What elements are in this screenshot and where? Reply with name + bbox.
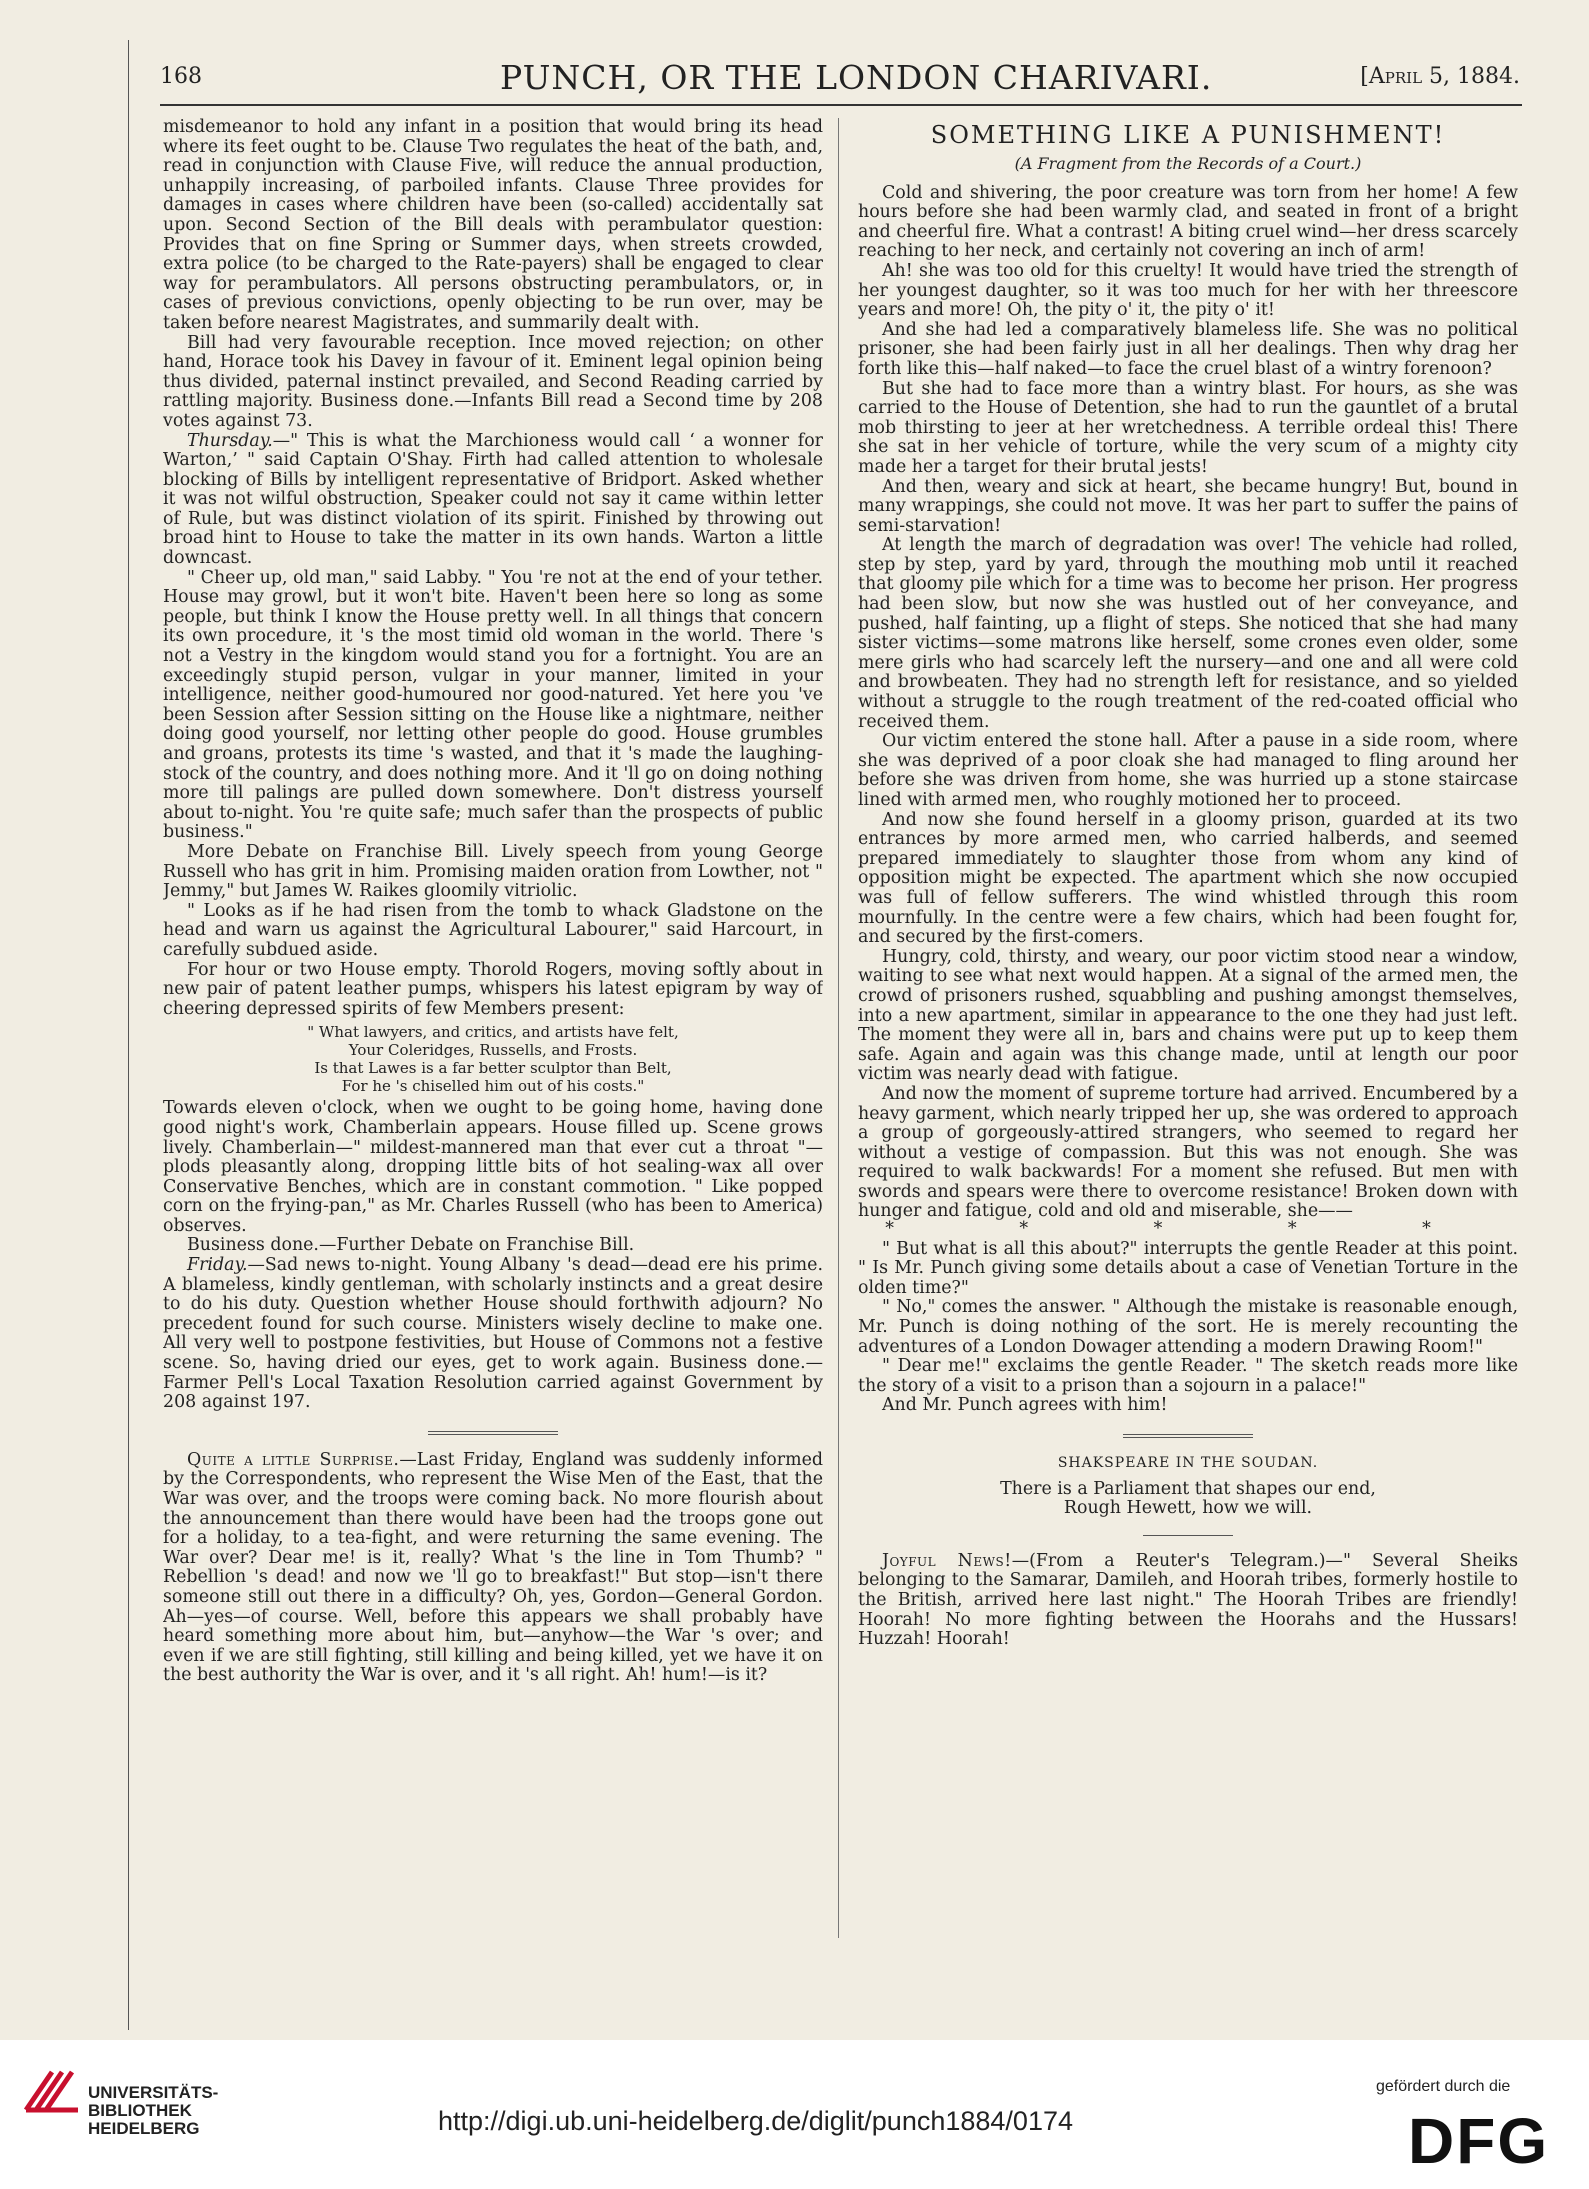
page-edge-rule (128, 40, 129, 2030)
page-header (160, 58, 1520, 102)
paragraph: Business done.—Further Debate on Franchise Bill. (187, 1235, 635, 1256)
verse-line: For he 's chiselled him out of his costs." (341, 1077, 645, 1096)
section-separator (1123, 1434, 1253, 1438)
paragraph: More Debate on Franchise Bill. Lively speech from young George Russell who has grit in him. Promising maiden oration from Lowther, not " Jemmy," but James W. Raikes gloomily vitriolic. (163, 841, 823, 902)
paragraph-text: —" This is what the Marchioness would call ‘ a wonner for Warton,’ " said Captain O'Shay. Firth had called attention to wholesale blocking of Bills by intelligent representative of Bridport. Asked whether it was not wilful obstruction, Speaker could not say it came within letter of Rule, but was distinct violation of its spirit. Finished by throwing out broad hint to House to take the matter in its own hands. Warton a little downcast. (163, 430, 823, 569)
library-logo-icon (22, 2058, 82, 2118)
paragraph: Ah! she was too old for this cruelty! It would have tried the strength of her youngest daughter, so it was too much for her with her threescore years and more! Oh, the pity o' it, the pity o' it! (858, 260, 1518, 321)
paragraph: Towards eleven o'clock, when we ought to be going home, having done good night's work, Chamberlain appears. House filled up. Scene grows lively. Chamberlain—" mildest-mannered man that ever cut a throat "—plods pleasantly along, dropping little bits of hot sealing-wax all over Conservative Benches, which are in constant commotion. " Like popped corn on the frying-pan," as Mr. Charles Russell (who has been to America) observes. (163, 1098, 823, 1236)
masthead-title: PUNCH, OR THE LONDON CHARIVARI. (500, 58, 1213, 97)
poem-title: SHAKSPEARE IN THE SOUDAN. (1057, 1455, 1319, 1471)
paragraph (858, 1552, 1518, 1650)
article-title: SOMETHING LIKE A PUNISHMENT! (930, 121, 1446, 149)
asterism: * * * * * (885, 1219, 1491, 1240)
paragraph: " But what is all this about?" interrupts the gentle Reader at this point. " Is Mr. Punch giving some details about a case of Venetian Torture in the olden time?" (858, 1238, 1518, 1298)
library-name-line: HEIDELBERG (88, 2119, 200, 2138)
paragraph: And now she found herself in a gloomy prison, guarded at its two entrances by more armed men, who carried halberds, and seemed prepared immediately to slaughter those from whom any kind of opposition might be expected. The apartment which she now occupied was full of fellow sufferers. The wind whistled through this room mournfully. In the centre were a few chairs, which had been fought for, and secured by the first-comers. (858, 809, 1518, 948)
section-separator (1143, 1535, 1233, 1536)
verse-line: " What lawyers, and critics, and artists have felt, (307, 1023, 679, 1042)
dfg-logo: DFG (1408, 2105, 1550, 2177)
paragraph-text: —Sad news to-night. Young Albany 's dead—dead ere his prime. A blameless, kindly gentleman, with scholarly instincts and a great desire to do his duty. Question whether House should forthwith adjourn? No precedent found for such course. Ministers wisely decline to make one. All very well to postpone festivities, but House of Commons not a festive scene. So, having dried our eyes, get to work again. Business done.—Farmer Pell's Local Taxation Resolution carried against Government by 208 against 197. (163, 1255, 823, 1413)
poem-line: There is a Parliament that shapes our end, (1000, 1478, 1376, 1499)
paragraph: And then, weary and sick at heart, she became hungry! But, bound in many wrappings, she could not move. It was her part to suffer the pains of semi-starvation! (858, 476, 1518, 536)
library-name (88, 2084, 218, 2138)
paragraph: But she had to face more than a wintry blast. For hours, as she was carried to the House of Detention, she had to run the gauntlet of a brutal mob thirsting to jeer at her wretchedness. A terrible ordeal this! There she sat in her vehicle of torture, while the very scum of a mighty city made her a target for their brutal jests! (858, 378, 1518, 477)
paragraph: At length the march of degradation was over! The vehicle had rolled, step by step, yard by yard, through the mouthing mob until it reached that gloomy pile which for a time was to become her prison. Her progress had been slow, but now she was hustled out of her conveyance, and pushed, half fainting, up a flight of steps. She noticed that she had many sister victims—some matrons like herself, some crones even older, some mere girls who had scarcely left the nursery—and one and all were cold and browbeaten. They had no strength left for resistance, and so yielded without a struggle to the rough treatment of the red-coated official who received them. (858, 535, 1518, 732)
day-heading: Friday. (187, 1255, 248, 1276)
page-number: 168 (160, 64, 202, 89)
permalink[interactable]: http://digi.ub.uni-heidelberg.de/diglit/punch1884/0174 (438, 2106, 1073, 2136)
paragraph (163, 1256, 823, 1413)
header-rule (160, 104, 1522, 106)
article-subtitle: (A Fragment from the Records of a Court.) (1014, 154, 1362, 173)
paragraph: Hungry, cold, thirsty, and weary, our poor victim stood near a window, waiting to see what next would happen. At a signal of the armed men, the crowd of prisoners rushed, squabbling and pushing amongst themselves, into a new apartment, similar in appearance to the one they had just left. The moment they were all in, bars and chains were put up to keep them safe. Again and again was this change made, until at length our poor victim was nearly dead with fatigue. (858, 946, 1518, 1085)
verse-line: Your Coleridges, Russells, and Frosts. (348, 1041, 638, 1060)
paragraph: " Looks as if he had risen from the tomb to whack Gladstone on the head and warn us against the Agricultural Labourer," said Harcourt, in carefully subdued aside. (163, 900, 823, 960)
funding-label: gefördert durch die (1376, 2078, 1511, 2095)
paragraph: And Mr. Punch agrees with him! (882, 1395, 1168, 1416)
day-heading: Thursday. (187, 430, 273, 451)
paragraph: " Cheer up, old man," said Labby. " You 're not at the end of your tether. House may growl, but it won't bite. Haven't been here so long as some people, but think I know the House pretty well. In all things that concern its own procedure, it 's the most timid old woman in the world. There 's not a Vestry in the kingdom would stand you for a fortnight. You are an exceedingly stupid person, vulgar in your manner, limited in your intelligence, neither good-humoured nor good-natured. Yet here you 've been Session after Session sitting on the House like a nightmare, neither doing good yourself, nor letting other people do good. House grumbles and groans, protests its time 's wasted, and that it 's made the laughing-stock of the country, and does nothing more. And it 'll go on doing nothing more till palings are pulled down somewhere. Don't distress yourself about to-night. You 're quite safe; much safer than the prospects of public business." (163, 567, 823, 843)
library-name-line: UNIVERSITÄTS- (88, 2083, 219, 2102)
digitization-footer (0, 2040, 1589, 2189)
paragraph: Our victim entered the stone hall. After a pause in a side room, where she was deprived of a poor cloak she had managed to fling around her before she was driven from home, she was hurried up a stone staircase lined with armed men, who roughly motioned her to proceed. (858, 731, 1518, 810)
paragraph (163, 1451, 823, 1686)
paragraph-text: —Last Friday, England was suddenly informed by the Correspondents, who represent the Wise Men of the East, that the War was over, and the troops were coming back. No more flourish about the announcement than there would have been had the troops gone out for a holiday, to a tea-fight, and were returning the same evening. The War over? Dear me! is it, really? What 's the line in Tom Thumb? " Rebellion 's dead! and now we 'll go to breakfast!" But stop—isn't there someone still out there in a difficulty? Oh, yes, Gordon—General Gordon. Ah—yes—of course. Well, before this appears we shall probably have heard something more about him, but—anyhow—the War 's over; and even if we are still fighting, still killing and being killed, yet we have it on the best authority the War is over, and it 's all right. Ah! hum!—is it? (163, 1449, 823, 1686)
poem (858, 1480, 1518, 1519)
verse-line: Is that Lawes is a far better sculptor than Belt, (314, 1059, 672, 1078)
paragraph (163, 432, 823, 569)
paragraph: Bill had very favourable reception. Ince moved rejection; on other hand, Horace took his Davey in favour of it. Eminent legal opinion being thus divided, paternal instinct prevailed, and Second Reading carried by rattling majority. Business done.—Infants Bill read a Second time by 208 votes against 73. (163, 332, 823, 431)
library-name-line: BIBLIOTHEK (88, 2101, 192, 2120)
article-heading: Joyful News! (882, 1550, 1012, 1571)
column-divider (838, 118, 839, 1938)
epigram-verse (163, 1023, 823, 1095)
paragraph: Cold and shivering, the poor creature was torn from her home! A few hours before she had been warmly clad, and seated in front of a bright and cheerful fire. What a contrast! A biting cruel wind—her dress scarcely reaching to her neck, and certainly not covering an inch of arm! (858, 182, 1518, 262)
article-heading: Quite a little Surprise. (187, 1449, 400, 1470)
section-separator (428, 1431, 558, 1435)
right-column (858, 118, 1518, 2018)
left-column (163, 118, 823, 2018)
paragraph: And now the moment of supreme torture had arrived. Encumbered by a heavy garment, which nearly tripped her up, she was ordered to approach a group of gorgeously-attired strangers, who seemed to regard her without a vestige of compassion. But this was not enough. She was required to walk backwards! For a moment she refused. But men with swords and spears were there to overcome resistance! Broken down with hunger and fatigue, cold and old and miserable, she—— (858, 1083, 1518, 1222)
paragraph: " Dear me!" exclaims the gentle Reader. " The sketch reads more like the story of a visit to a prison than a sojourn in a palace!" (858, 1356, 1518, 1396)
paragraph: " No," comes the answer. " Although the mistake is reasonable enough, Mr. Punch is doing nothing of the sort. He is merely recounting the adventures of a London Dowager attending a modern Drawing Room!" (858, 1297, 1518, 1357)
paragraph: And she had led a comparatively blameless life. She was no political prisoner, she had been fairly just in all her dealings. Then why drag her forth like this—half naked—to face the cruel blast of a wintry forenoon? (858, 319, 1518, 379)
paragraph: misdemeanor to hold any infant in a position that would bring its head where its feet ought to be. Clause Two regulates the heat of the bath, and, read in conjunction with Clause Five, will reduce the annual production, unhappily increasing, of parboiled infants. Clause Three provides for damages in cases where children have been (so-called) accidentally sat upon. Second Section of the Bill deals with perambulator question: Provides that on fine Spring or Summer days, when streets crowded, extra police (to be charged to the Rate-payers) shall be engaged to clear way for perambulators. All persons obstructing perambulators, or, in cases of previous convictions, openly objecting to be run over, may be taken before nearest Magistrates, and summarily dealt with. (163, 118, 823, 333)
paragraph: For hour or two House empty. Thorold Rogers, moving softly about in new pair of patent leather pumps, whispers his latest epigram by way of cheering depressed spirits of few Members present: (163, 959, 823, 1019)
poem-line: Rough Hewett, how we will. (1063, 1498, 1313, 1519)
issue-date: [April 5, 1884. (1360, 64, 1520, 89)
paragraph-text: —(From a Reuter's Telegram.)—" Several Sheiks belonging to the Samarar, Damileh, and Hoorah tribes, formerly hostile to the British, arrived here last night." The Hoorah Tribes are friendly! Hoorah! No more fighting between the Hoorahs and the Hussars! Huzzah! Hoorah! (858, 1550, 1518, 1650)
